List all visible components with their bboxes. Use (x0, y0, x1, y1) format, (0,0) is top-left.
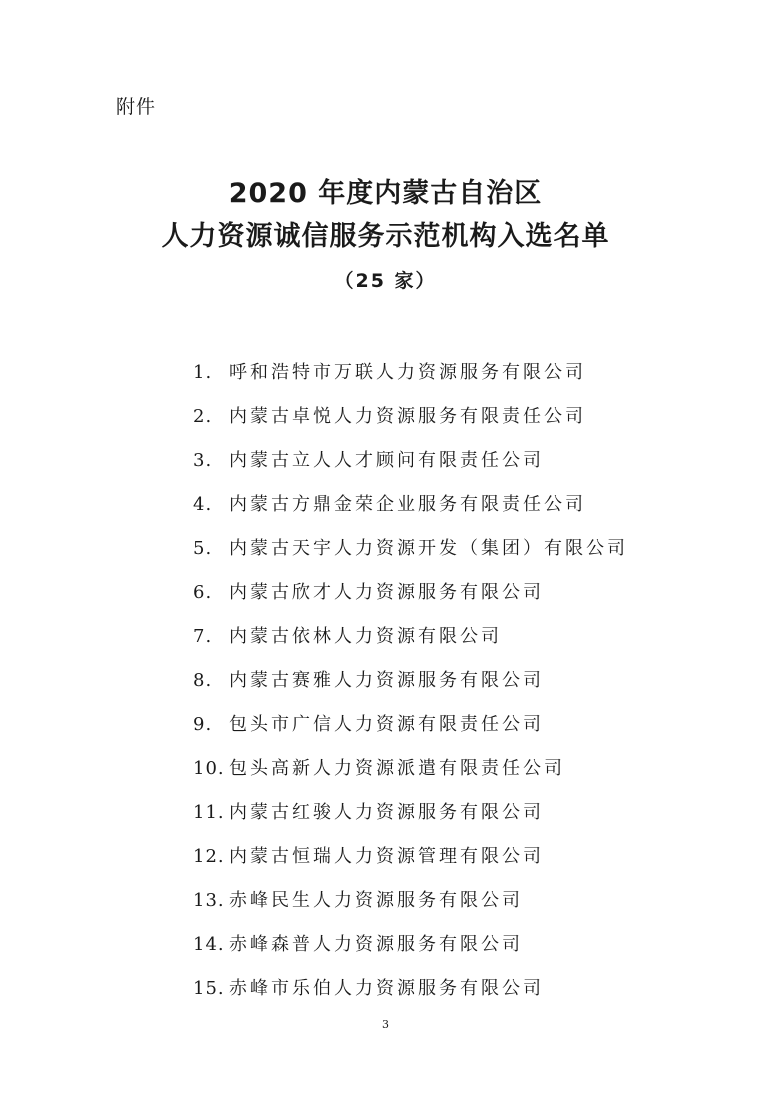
organization-name: 赤峰森普人力资源服务有限公司 (229, 934, 523, 955)
item-number: 6. (193, 582, 213, 603)
list-item (193, 492, 628, 536)
organization-name: 内蒙古恒瑞人力资源管理有限公司 (229, 846, 544, 867)
item-number: 8. (193, 670, 213, 691)
list-item (193, 404, 628, 448)
title-block (0, 172, 771, 296)
item-number: 9. (193, 714, 213, 735)
page-number: 3 (382, 1018, 389, 1031)
organization-name: 包头高新人力资源派遣有限责任公司 (229, 758, 565, 779)
document-title-line-1: 2020 年度内蒙古自治区 (228, 178, 543, 209)
organization-name: 内蒙古立人人才顾问有限责任公司 (229, 450, 544, 471)
attachment-label: 附件 (116, 96, 157, 118)
list-item (193, 712, 628, 756)
item-number: 12. (193, 846, 225, 867)
list-item (193, 668, 628, 712)
item-number: 1. (193, 362, 213, 383)
list-item (193, 888, 628, 932)
item-number: 10. (193, 758, 225, 779)
item-number: 7. (193, 626, 213, 647)
organization-name: 内蒙古天宇人力资源开发（集团）有限公司 (229, 538, 628, 559)
organization-name: 赤峰市乐伯人力资源服务有限公司 (229, 978, 544, 999)
item-number: 5. (193, 538, 213, 559)
organization-name: 内蒙古方鼎金荣企业服务有限责任公司 (229, 494, 586, 515)
organization-name: 包头市广信人力资源有限责任公司 (229, 714, 544, 735)
organization-name: 赤峰民生人力资源服务有限公司 (229, 890, 523, 911)
organization-name: 内蒙古红骏人力资源服务有限公司 (229, 802, 544, 823)
list-item (193, 800, 628, 844)
list-item (193, 844, 628, 888)
list-item (193, 360, 628, 404)
item-number: 15. (193, 978, 225, 999)
document-title-line-2: 人力资源诚信服务示范机构入选名单 (161, 221, 610, 252)
list-item (193, 976, 628, 1020)
organization-name: 呼和浩特市万联人力资源服务有限公司 (229, 362, 586, 383)
organization-count: （25 家） (334, 270, 437, 292)
item-number: 13. (193, 890, 225, 911)
organization-name: 内蒙古赛雅人力资源服务有限公司 (229, 670, 544, 691)
list-item (193, 580, 628, 624)
item-number: 3. (193, 450, 213, 471)
list-item (193, 932, 628, 976)
organization-name: 内蒙古依林人力资源有限公司 (229, 626, 502, 647)
organization-list (193, 360, 628, 1020)
organization-name: 内蒙古欣才人力资源服务有限公司 (229, 582, 544, 603)
list-item (193, 756, 628, 800)
list-item (193, 536, 628, 580)
organization-name: 内蒙古卓悦人力资源服务有限责任公司 (229, 406, 586, 427)
item-number: 11. (193, 802, 225, 823)
item-number: 4. (193, 494, 213, 515)
list-item (193, 448, 628, 492)
item-number: 2. (193, 406, 213, 427)
item-number: 14. (193, 934, 225, 955)
list-item (193, 624, 628, 668)
